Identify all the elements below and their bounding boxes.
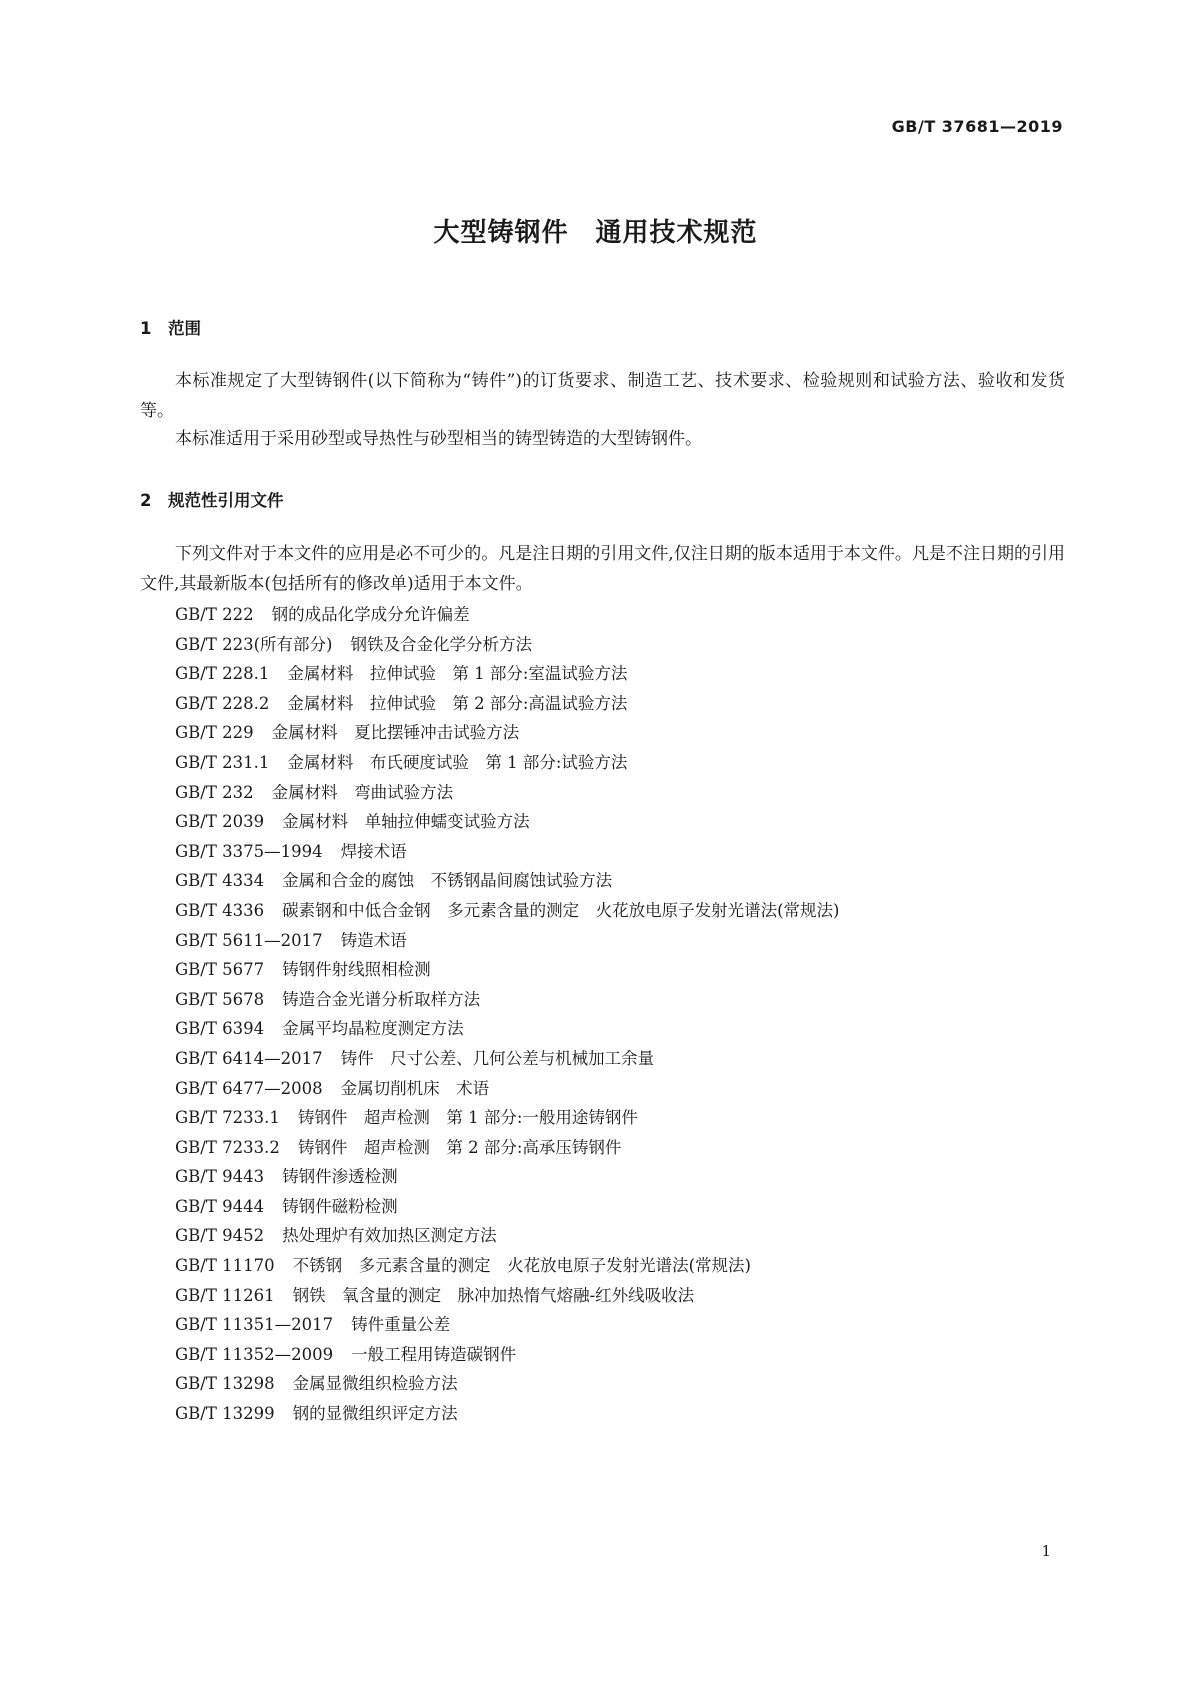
reference-code: GB/T 7233.2 [175, 1137, 280, 1157]
reference-code: GB/T 4336 [175, 900, 265, 920]
section-1-paragraph-2: 本标准适用于采用砂型或导热性与砂型相当的铸型铸造的大型铸钢件。 [175, 429, 702, 449]
reference-code: GB/T 232 [175, 782, 254, 802]
reference-code: GB/T 11170 [175, 1256, 275, 1276]
reference-title: 金属材料 夏比摆锤冲击试验方法 [271, 723, 520, 743]
reference-title: 钢铁及合金化学分析方法 [350, 634, 532, 654]
reference-title: 铸钢件射线照相检测 [282, 960, 431, 980]
reference-code: GB/T 9444 [175, 1196, 265, 1216]
reference-code: GB/T 3375—1994 [175, 841, 323, 861]
reference-item [175, 1044, 839, 1074]
reference-title: 铸造术语 [340, 930, 407, 950]
reference-code: GB/T 229 [175, 723, 254, 743]
reference-item [175, 1074, 839, 1104]
document-title: 大型铸钢件 通用技术规范 [433, 218, 758, 248]
reference-title: 钢铁 氧含量的测定 脉冲加热惰气熔融-红外线吸收法 [292, 1285, 695, 1305]
reference-code: GB/T 222 [175, 605, 254, 624]
reference-item [175, 985, 839, 1015]
reference-item [175, 659, 839, 689]
reference-item [175, 807, 839, 837]
reference-item [175, 1310, 839, 1340]
reference-code: GB/T 5677 [175, 960, 265, 980]
reference-title: 金属材料 布氏硬度试验 第 1 部分:试验方法 [287, 752, 628, 772]
reference-code: GB/T 7233.1 [175, 1108, 280, 1128]
reference-item [175, 630, 839, 660]
reference-code: GB/T 13299 [175, 1404, 275, 1424]
reference-title: 铸件重量公差 [351, 1315, 451, 1335]
reference-code: GB/T 228.1 [175, 664, 270, 684]
section-1-paragraph-1: 本标准规定了大型铸钢件(以下简称为“铸件”)的订货要求、制造工艺、技术要求、检验规则和试验方法、验收和发货等。 [140, 371, 1065, 421]
reference-item [175, 1162, 839, 1192]
reference-title: 铸造合金光谱分析取样方法 [282, 989, 481, 1009]
reference-code: GB/T 5678 [175, 989, 265, 1009]
reference-title: 金属切削机床 术语 [340, 1078, 490, 1098]
reference-title: 铸钢件 超声检测 第 1 部分:一般用途铸钢件 [297, 1108, 638, 1128]
reference-title: 金属和合金的腐蚀 不锈钢晶间腐蚀试验方法 [282, 871, 613, 891]
reference-item [175, 778, 839, 808]
page-number: 1 [1041, 1542, 1051, 1560]
reference-title: 不锈钢 多元素含量的测定 火花放电原子发射光谱法(常规法) [292, 1256, 751, 1276]
reference-item [175, 718, 839, 748]
reference-title: 一般工程用铸造碳钢件 [351, 1344, 517, 1364]
reference-item [175, 1103, 839, 1133]
reference-item [175, 1340, 839, 1370]
reference-item [175, 1251, 839, 1281]
reference-title: 铸钢件渗透检测 [282, 1167, 398, 1187]
reference-code: GB/T 4334 [175, 871, 265, 891]
reference-item [175, 896, 839, 926]
reference-code: GB/T 6477—2008 [175, 1078, 323, 1098]
reference-item [175, 600, 839, 630]
reference-item [175, 748, 839, 778]
reference-code: GB/T 6394 [175, 1019, 265, 1039]
reference-title: 金属平均晶粒度测定方法 [282, 1019, 464, 1039]
reference-item [175, 689, 839, 719]
reference-code: GB/T 9452 [175, 1226, 265, 1246]
reference-title: 热处理炉有效加热区测定方法 [282, 1226, 497, 1246]
reference-code: GB/T 228.2 [175, 693, 270, 713]
reference-item [175, 1281, 839, 1311]
reference-item [175, 926, 839, 956]
reference-code: GB/T 231.1 [175, 752, 270, 772]
reference-title: 金属显微组织检验方法 [292, 1374, 458, 1394]
reference-item [175, 837, 839, 867]
section-2-paragraph-1: 下列文件对于本文件的应用是必不可少的。凡是注日期的引用文件,仅注日期的版本适用于本文件。凡是不注日期的引用文件,其最新版本(包括所有的修改单)适用于本文件。 [140, 544, 1065, 594]
reference-title: 焊接术语 [340, 841, 407, 861]
reference-title: 金属材料 拉伸试验 第 2 部分:高温试验方法 [287, 693, 628, 713]
reference-code: GB/T 11351—2017 [175, 1315, 334, 1335]
reference-code: GB/T 13298 [175, 1374, 275, 1394]
reference-item [175, 1192, 839, 1222]
reference-code: GB/T 11352—2009 [175, 1344, 334, 1364]
reference-code: GB/T 223(所有部分) [175, 634, 333, 654]
reference-title: 铸钢件 超声检测 第 2 部分:高承压铸钢件 [297, 1137, 622, 1157]
reference-item [175, 1014, 839, 1044]
standard-code: GB/T 37681—2019 [891, 117, 1063, 136]
reference-code: GB/T 6414—2017 [175, 1048, 323, 1068]
reference-item [175, 1399, 839, 1429]
reference-title: 金属材料 拉伸试验 第 1 部分:室温试验方法 [287, 664, 628, 684]
reference-code: GB/T 9443 [175, 1167, 265, 1187]
reference-item [175, 1369, 839, 1399]
reference-code: GB/T 2039 [175, 812, 265, 832]
reference-title: 铸件 尺寸公差、几何公差与机械加工余量 [340, 1048, 655, 1068]
reference-item [175, 866, 839, 896]
reference-item [175, 955, 839, 985]
normative-reference-list [175, 600, 839, 1429]
section-2-heading: 2 规范性引用文件 [140, 491, 284, 510]
reference-code: GB/T 5611—2017 [175, 930, 323, 950]
reference-title: 金属材料 单轴拉伸蠕变试验方法 [282, 812, 530, 832]
reference-item [175, 1133, 839, 1163]
reference-title: 钢的成品化学成分允许偏差 [271, 605, 470, 624]
reference-title: 金属材料 弯曲试验方法 [271, 782, 454, 802]
section-1-heading: 1 范围 [140, 319, 201, 338]
reference-code: GB/T 11261 [175, 1285, 275, 1305]
reference-title: 碳素钢和中低合金钢 多元素含量的测定 火花放电原子发射光谱法(常规法) [282, 900, 840, 920]
reference-title: 钢的显微组织评定方法 [292, 1404, 458, 1424]
reference-title: 铸钢件磁粉检测 [282, 1196, 398, 1216]
reference-item [175, 1221, 839, 1251]
